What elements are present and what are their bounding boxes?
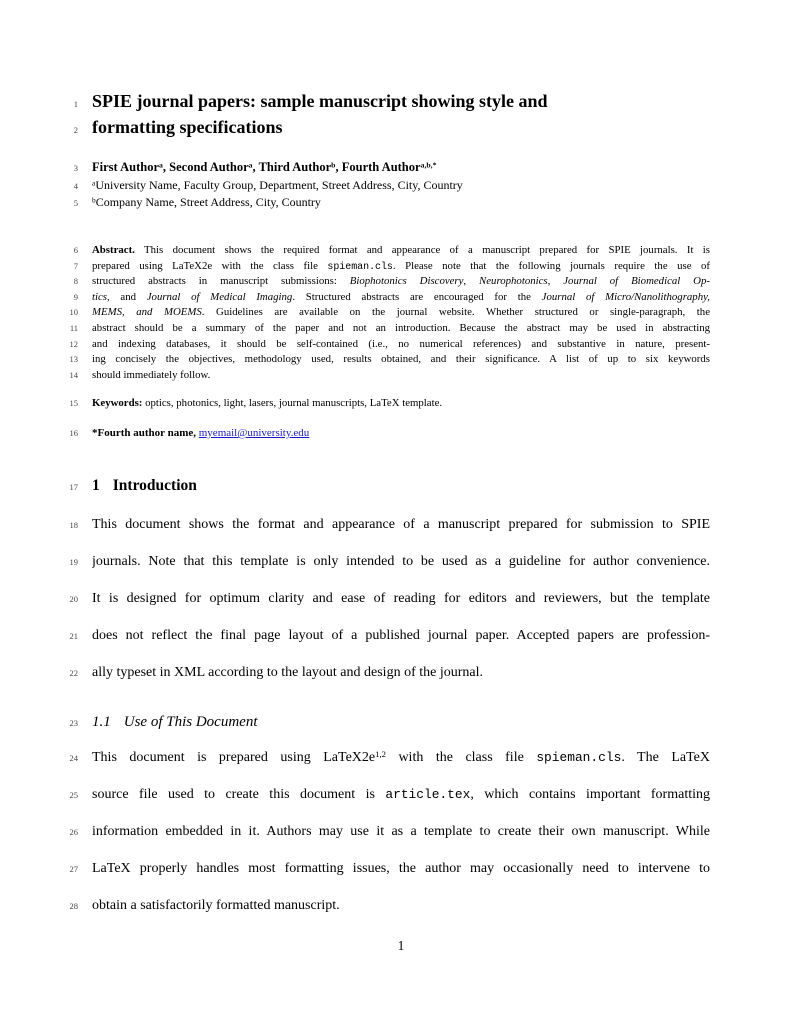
manuscript-line: [0, 259, 710, 275]
text-segment: . The LaTeX: [621, 749, 710, 765]
text-segment: journals. Note that this template is only intended to be used as a guideline for author convenience.: [92, 553, 710, 569]
line-number: 2: [73, 125, 78, 135]
manuscript-line: [0, 114, 710, 140]
line-number: 22: [69, 667, 78, 678]
manuscript-line: [0, 654, 710, 691]
manuscript-line: [0, 194, 710, 211]
manuscript-line: [0, 305, 710, 321]
line-text: [92, 425, 710, 442]
line-text: [92, 88, 710, 114]
text-segment: Abstract.: [92, 244, 135, 256]
text-segment: source file used to create this document is: [92, 786, 386, 802]
line-text: [92, 850, 710, 887]
text-segment: a,b,*: [420, 160, 437, 170]
line-text: [92, 337, 710, 353]
text-segment: Biophotonics Discovery: [349, 275, 464, 288]
line-number: 9: [73, 291, 78, 302]
line-text: [92, 543, 710, 580]
text-segment: Journal of Biomedical Op-: [563, 275, 710, 288]
line-text: [92, 474, 710, 498]
text-segment: does not reflect the final page layout of a published journal paper. Accepted papers are profession-: [92, 627, 710, 643]
manuscript-line: [0, 158, 710, 177]
line-text: [92, 396, 710, 412]
manuscript-line: [0, 88, 710, 114]
text-segment: LaTeX properly handles most formatting issues, the author may occasionally need to intervene to: [92, 860, 710, 876]
line-number: 28: [69, 900, 78, 911]
line-number: 19: [69, 556, 78, 567]
line-number: 13: [69, 354, 78, 365]
line-text: [92, 290, 710, 306]
manuscript-line: [0, 368, 710, 384]
line-text: [92, 194, 710, 211]
lines-container: [0, 88, 710, 924]
manuscript-line: [0, 352, 710, 368]
line-number: 4: [73, 181, 78, 191]
line-text: [92, 243, 710, 259]
manuscript-line: [0, 739, 710, 776]
text-segment: Introduction: [112, 476, 197, 494]
line-text: [92, 506, 710, 543]
text-segment: a: [159, 160, 163, 170]
manuscript-line: [0, 506, 710, 543]
line-text: [92, 368, 710, 384]
line-number: 25: [69, 789, 78, 800]
text-segment: Neurophotonics: [479, 275, 548, 288]
manuscript-line: [0, 290, 710, 306]
text-segment: a: [248, 160, 253, 170]
text-segment: abstract should be a summary of the paper and not an introduction. Because the abstract may be used in abstracting: [92, 321, 710, 334]
line-number: 10: [69, 307, 78, 318]
line-text: [92, 352, 710, 368]
manuscript-line: [0, 321, 710, 337]
text-segment: . Please note that the following journals require the use of: [392, 259, 710, 272]
text-segment: ,: [463, 275, 480, 288]
text-segment: structured abstracts in manuscript submissions:: [92, 275, 350, 288]
line-number: 27: [69, 863, 78, 874]
line-text: [92, 259, 710, 275]
line-text: [92, 580, 710, 617]
line-number: 11: [69, 322, 78, 333]
text-segment: . Guidelines are available on the journal website. Whether structured or single-paragraph, the: [201, 306, 710, 319]
line-number: 8: [73, 276, 78, 287]
text-segment: This document shows the required format and appearance of a manuscript prepared for SPIE journals. It is: [134, 244, 710, 256]
line-text: [92, 158, 710, 177]
line-text: [92, 617, 710, 654]
manuscript-line: [0, 850, 710, 887]
line-number: 21: [69, 630, 78, 641]
text-segment: It is designed for optimum clarity and ease of reading for editors and reviewers, but the template: [92, 590, 710, 606]
text-segment: , Second Author: [162, 160, 249, 174]
text-segment: should immediately follow.: [92, 368, 211, 381]
text-segment: tics: [92, 290, 107, 303]
line-number: 1: [73, 99, 78, 109]
text-segment: 1.1: [92, 713, 111, 730]
line-text: [92, 887, 710, 924]
manuscript-line: [0, 543, 710, 580]
text-segment: *Fourth author name,: [92, 426, 199, 439]
text-segment: , which contains important formatting: [470, 786, 710, 802]
text-segment: ally typeset in XML according to the layout and design of the journal.: [92, 664, 483, 680]
text-segment: , Third Author: [252, 160, 332, 174]
manuscript-line: [0, 425, 710, 442]
line-text: [92, 114, 710, 140]
manuscript-line: [0, 274, 710, 290]
text-segment: This document is prepared using LaTeX2e: [92, 749, 376, 765]
text-segment: and indexing databases, it should be self-contained (i.e., no numerical references) and substantive in nature, present-: [92, 337, 710, 350]
line-text: [92, 177, 710, 194]
text-segment: First Author: [92, 160, 160, 174]
line-text: [92, 709, 710, 735]
page-number: 1: [397, 937, 405, 953]
line-text: [92, 813, 710, 850]
text-segment: , Fourth Author: [335, 160, 421, 174]
manuscript-line: [0, 337, 710, 353]
text-segment: 1,2: [375, 749, 386, 760]
line-number: 7: [73, 260, 78, 271]
text-segment: optics, photonics, light, lasers, journal manuscripts, LaTeX template.: [142, 397, 443, 410]
line-text: [92, 305, 710, 321]
line-text: [92, 654, 710, 691]
text-segment: , and: [107, 290, 147, 303]
line-number: 5: [73, 198, 78, 208]
text-segment: Keywords:: [92, 397, 143, 410]
manuscript-line: [0, 396, 710, 412]
text-segment: spieman.cls: [536, 749, 622, 765]
text-segment: article.tex: [385, 786, 471, 802]
line-text: [92, 739, 710, 776]
text-segment: Journal of Micro/Nanolithography,: [541, 290, 710, 303]
text-segment: with the class file: [385, 749, 537, 765]
text-segment: spieman.cls: [327, 260, 393, 272]
text-segment: prepared using LaTeX2e with the class file: [92, 259, 328, 272]
line-number: 26: [69, 826, 78, 837]
text-segment: b: [92, 195, 96, 205]
line-number: 18: [69, 519, 78, 530]
line-number: 6: [73, 245, 78, 255]
manuscript-line: [0, 709, 710, 735]
text-segment: Company Name, Street Address, City, Country: [95, 195, 321, 209]
text-segment: information embedded in it. Authors may use it as a template to create their own manuscript. While: [92, 823, 710, 839]
line-number: 15: [69, 398, 78, 409]
manuscript-line: [0, 177, 710, 194]
line-number: 3: [73, 163, 78, 173]
line-text: [92, 776, 710, 813]
text-segment: formatting specifications: [92, 117, 283, 137]
text-segment: University Name, Faculty Group, Department, Street Address, City, Country: [95, 178, 463, 192]
text-segment: MEMS, and MOEMS: [92, 306, 202, 319]
email-link[interactable]: myemail@university.edu: [198, 426, 310, 439]
line-number: 20: [69, 593, 78, 604]
text-segment: a: [92, 178, 96, 188]
line-text: [92, 274, 710, 290]
text-segment: Use of This Document: [123, 713, 258, 730]
line-number: 12: [69, 338, 78, 349]
line-number: 23: [69, 717, 78, 728]
text-segment: . Structured abstracts are encouraged for the: [292, 290, 542, 303]
line-number: 14: [69, 369, 78, 380]
text-segment: 1: [92, 476, 100, 494]
line-number: 17: [69, 481, 78, 492]
text-segment: This document shows the format and appearance of a manuscript prepared for submission to SPIE: [92, 516, 710, 532]
line-number: 16: [69, 427, 78, 438]
manuscript-line: [0, 887, 710, 924]
manuscript-line: [0, 580, 710, 617]
text-segment: obtain a satisfactorily formatted manuscript.: [92, 897, 340, 913]
text-segment: SPIE journal papers: sample manuscript showing style and: [92, 91, 548, 111]
text-segment: Journal of Medical Imaging: [146, 290, 293, 303]
manuscript-line: [0, 474, 710, 498]
line-text: [92, 321, 710, 337]
text-segment: ing concisely the objectives, methodology used, results obtained, and their significance. A list of up to six keywords: [92, 353, 710, 366]
text-segment: ,: [547, 275, 564, 288]
manuscript-line: [0, 813, 710, 850]
manuscript-line: [0, 776, 710, 813]
manuscript-line: [0, 243, 710, 259]
line-number: 24: [69, 752, 78, 763]
manuscript-line: [0, 617, 710, 654]
text-segment: b: [331, 160, 336, 170]
